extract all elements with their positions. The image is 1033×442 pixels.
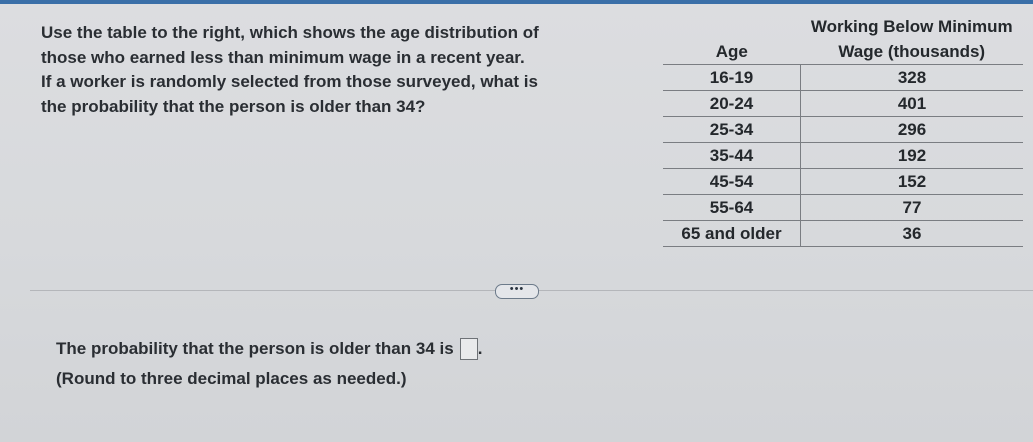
table-row — [663, 169, 1023, 195]
wage-cell: 401 — [801, 91, 1024, 117]
wage-cell: 328 — [801, 65, 1024, 91]
answer-section — [56, 338, 482, 389]
question-line: If a worker is randomly selected from those surveyed, what is — [41, 72, 538, 91]
question-line: those who earned less than minimum wage in a recent year. — [41, 47, 525, 67]
age-cell: 45-54 — [663, 169, 801, 195]
top-accent-bar — [0, 0, 1033, 4]
age-cell: 65 and older — [663, 221, 801, 247]
table-row — [663, 143, 1023, 169]
question-text — [41, 21, 601, 119]
answer-suffix: . — [477, 339, 483, 358]
expand-more-button[interactable]: ••• — [495, 284, 539, 299]
age-cell: 55-64 — [663, 195, 801, 221]
table-row — [663, 195, 1023, 221]
age-cell: 25-34 — [663, 117, 801, 143]
wage-header-line2: Wage (thousands) — [838, 41, 986, 61]
wage-cell: 192 — [801, 143, 1024, 169]
question-line: Use the table to the right, which shows the age distribution of — [41, 23, 539, 42]
age-cell: 35-44 — [663, 143, 801, 169]
answer-input-box[interactable] — [460, 338, 478, 360]
question-line: the probability that the person is older than 34? — [41, 96, 426, 116]
wage-cell: 296 — [801, 117, 1024, 143]
answer-prompt: The probability that the person is older than 34 is — [56, 339, 454, 358]
wage-header-line1: Working Below Minimum — [810, 16, 1013, 36]
wage-cell: 36 — [801, 221, 1024, 247]
age-header: Age — [715, 41, 748, 61]
age-cell: 16-19 — [663, 65, 801, 91]
table-row — [663, 65, 1023, 91]
table-row — [663, 91, 1023, 117]
age-cell: 20-24 — [663, 91, 801, 117]
rounding-note: (Round to three decimal places as needed.) — [56, 369, 407, 388]
wage-cell: 77 — [801, 195, 1024, 221]
table-row — [663, 221, 1023, 247]
table-row — [663, 117, 1023, 143]
age-distribution-table — [663, 14, 1023, 247]
wage-cell: 152 — [801, 169, 1024, 195]
